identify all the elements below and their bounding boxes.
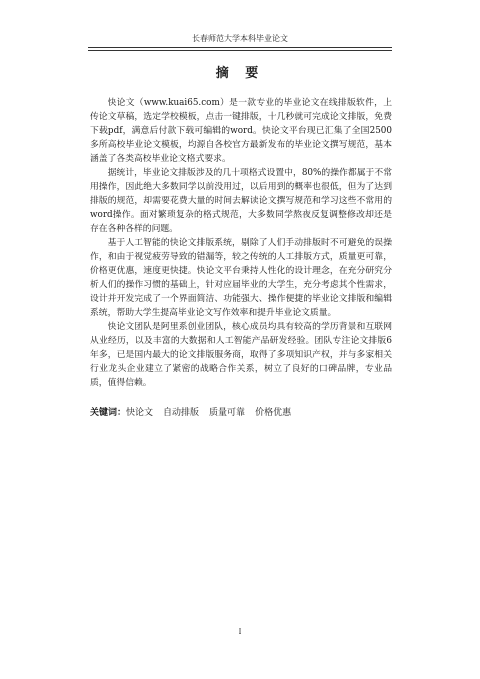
abstract-body	[90, 96, 392, 420]
keywords-line	[90, 406, 392, 420]
abstract-paragraph-1: 快论文（www.kuai65.com）是一款专业的毕业论文在线排版软件，上传论文草稿，选定学校模板，点击一键排版，十几秒就可完成论文排版，免费下载pdf，满意后付款下载可编辑的word。快论文平台现已汇集了全国2500多所高校毕业论文模板，均源自各校官方最新发布的毕业论文撰写规范，基本涵盖了各类高校毕业论文格式要求。	[90, 98, 392, 164]
running-header: 长春师范大学本科毕业论文	[192, 34, 288, 43]
header-rule	[88, 47, 392, 48]
keyword: 自动排版	[163, 408, 200, 418]
page-number: I	[238, 628, 242, 636]
abstract-paragraph-4: 快论文团队是阿里系创业团队，核心成员均具有较高的学历背景和互联网从业经历，以及丰富的大数据和人工智能产品研发经验。团队专注论文排版6年多，已是国内最大的论文排版服务商，取得了多项知识产权，并与多家相关行业龙头企业建立了紧密的战略合作关系，树立了良好的口碑品牌，专业品质，值得信赖。	[90, 322, 392, 388]
abstract-title: 摘 要	[215, 66, 265, 81]
header-rule-thin	[88, 50, 392, 51]
keyword: 价格优惠	[255, 408, 292, 418]
keyword: 快论文	[126, 408, 154, 418]
keywords-label: 关键词：	[90, 408, 127, 418]
abstract-paragraph-3: 基于人工智能的快论文排版系统，剔除了人们手动排版时不可避免的误操作，和由于视觉疲劳导致的错漏等，较之传统的人工排版方式，质量更可靠，价格更优惠，速度更快捷。快论文平台秉持人性化的设计理念，在充分研究分析人们的操作习惯的基础上，针对应届毕业的大学生，充分考虑其个性需求，设计并开发完成了一个界面简洁、功能强大、操作便捷的毕业论文排版和编辑系统，帮助大学生提高毕业论文写作效率和提升毕业论文质量。	[90, 238, 392, 318]
abstract-paragraph-2: 据统计，毕业论文排版涉及的几十项格式设置中，80%的操作都属于不常用操作，因此绝大多数同学以前没用过，以后用到的概率也很低，但为了达到排版的规范，却需要花费大量的时间去解读论文撰写规范和学习这些不常用的word操作。面对繁琐复杂的格式规范，大多数同学熬夜反复调整修改却还是存在各种各样的问题。	[90, 168, 392, 234]
keyword: 质量可靠	[209, 408, 246, 418]
